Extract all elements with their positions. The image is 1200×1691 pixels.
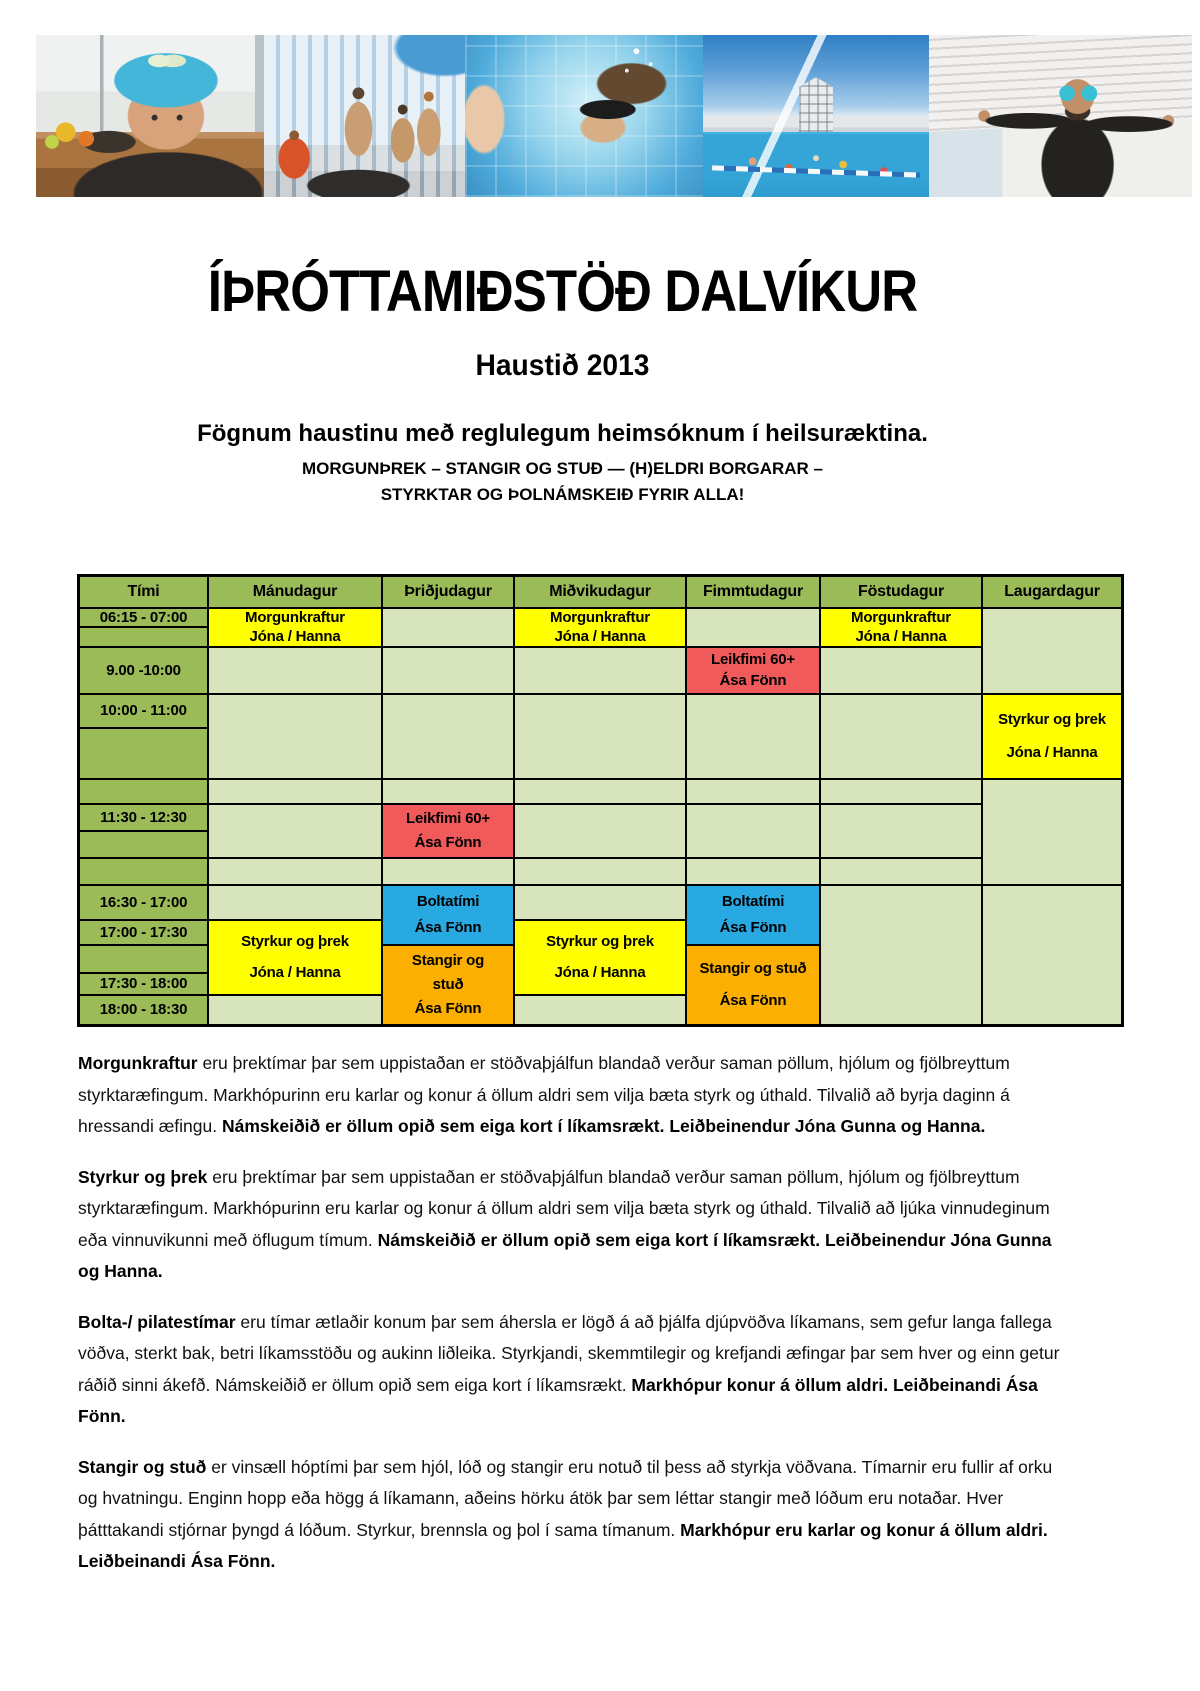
day-header-cell [80,577,207,607]
photo-gym-group [264,35,465,197]
time-cell [80,996,207,1024]
time-cell [80,805,207,830]
schedule-cell [821,859,981,884]
schedule-cell [209,996,381,1024]
bold-text: Námskeiðið er öllum opið sem eiga kort í líkamsrækt. Leiðbeinendur Jóna Gunna og Hanna. [78,1229,1052,1281]
schedule-cell [821,648,981,693]
schedule-cell [515,921,685,994]
cell-text: Leikfimi 60+ [711,651,795,668]
schedule-cell [687,648,819,693]
cell-text: Fimmtudagur [702,583,804,601]
schedule-cell [515,805,685,857]
schedule-cell [687,886,819,944]
day-header-cell [821,577,981,607]
cell-text: Styrkur og þrek [546,933,654,951]
cell-text: 17:30 - 18:00 [99,975,188,992]
cell-text: Laugardagur [1004,583,1100,601]
schedule-cell [687,695,819,778]
schedule-cell [687,859,819,884]
cell-text: Jóna / Hanna [554,963,646,981]
cell-text: Stangir og [411,952,485,969]
page-title: ÍÞRÓTTAMIÐSTÖÐ DALVÍKUR [207,259,918,324]
cell-text: 16:30 - 17:00 [99,893,188,911]
schedule-cell [983,695,1121,778]
bold-text: Markhópur konur á öllum aldri. Leiðbeinandi Ása Fönn. [78,1374,1038,1426]
bold-text: Bolta-/ pilatestímar [78,1311,236,1332]
cell-text: Mánudagur [252,583,338,601]
description-paragraph [78,1307,1063,1433]
schedule-cell [209,805,381,857]
cell-text: stuð [432,976,464,993]
cell-text: 17:00 - 17:30 [99,923,188,941]
time-cell [80,859,207,884]
bold-text: Markhópur eru karlar og konur á öllum aldri. Leiðbeinandi Ása Fönn. [78,1519,1048,1571]
cell-text: 11:30 - 12:30 [100,808,187,826]
description-paragraph [78,1048,1063,1143]
body-text: eru tímar ætlaðir konum þar sem áhersla er lögð á að þjálfa djúpvöðva líkamans, sem gefur langa fallega vöðva, sterkt bak, betri líkamsstöðu og aukinn liðleika. Styrkjandi, skemmtilegir og krefjandi æfingar þar sem hver og einn getur ráðið sinni ákefð. Námskeiðið er öllum opið sem eiga kort í líkamsrækt. [78,1311,1060,1395]
cell-text: Ása Fönn [414,833,482,851]
schedule-cell [821,695,981,778]
day-header-cell [383,577,513,607]
schedule-cell [209,859,381,884]
cell-text: Styrkur og þrek [241,933,349,951]
body-text: eru þrektímar þar sem uppistaðan er stöðvaþjálfun blandað verður saman pöllum, hjólum og fjölbreyttum styrktaræfingum. Markhópurinn eru karlar og konur á öllum aldri sem vilja bæta styrk og úthald. Tilvalið að byrja daginn á hressandi æfingu. [78,1053,1010,1136]
time-cell [80,628,207,646]
cell-text: 18:00 - 18:30 [99,1001,188,1018]
schedule-cell [983,886,1121,1024]
cell-text: Stangir og stuð [699,960,807,977]
bold-text: Styrkur og þrek [78,1166,208,1187]
photo-swim-cap-portrait [36,35,264,197]
cell-text: Ása Fönn [719,992,787,1009]
schedule-cell [821,805,981,857]
time-cell [80,609,207,626]
day-header-cell [687,577,819,607]
cell-text: Föstudagur [858,583,944,601]
schedule-cell [209,886,381,919]
schedule-cell [687,780,819,803]
schedule-cell [687,609,819,646]
bold-text: Stangir og stuð [78,1456,207,1477]
day-header-cell [515,577,685,607]
description-paragraph [78,1162,1063,1288]
schedule-cell [383,886,513,944]
schedule-cell [383,695,513,778]
schedule-cell [515,609,685,646]
cell-text: 10:00 - 11:00 [100,702,187,719]
time-cell [80,695,207,727]
cell-text: Leikfimi 60+ [406,810,490,828]
cell-text: Miðvikudagur [549,583,651,601]
cell-text: Jóna / Hanna [249,963,341,981]
time-cell [80,648,207,693]
cell-text: Þriðjudagur [404,583,492,601]
time-cell [80,974,207,994]
photo-underwater-swimmer [465,35,703,197]
schedule-cell [821,609,981,646]
subtag-line-2: STYRKTAR OG ÞOLNÁMSKEIÐ FYRIR ALLA! [380,485,745,504]
cell-text: Tími [127,583,160,601]
cell-text: Jóna / Hanna [855,627,947,645]
schedule-cell [383,859,513,884]
schedule-cell [383,805,513,857]
time-cell [80,886,207,919]
time-cell [80,946,207,972]
bold-text: Námskeiðið er öllum opið sem eiga kort í líkamsrækt. Leiðbeinendur Jóna Gunna og Hanna. [221,1116,986,1136]
time-cell [80,832,207,857]
schedule-cell [383,946,513,1024]
cell-text: 9.00 -10:00 [106,661,181,679]
schedule-cell [209,695,381,778]
schedule-cell [687,946,819,1024]
time-cell [80,780,207,803]
cell-text: Morgunkraftur [851,609,951,627]
tagline: Fögnum haustinu með reglulegum heimsóknum í heilsuræktina. [197,420,928,447]
subtag-line-1: MORGUNÞREK – STANGIR OG STUÐ — (H)ELDRI BORGARAR – [301,459,824,478]
body-text: eru þrektímar þar sem uppistaðan er stöðvaþjálfun blandað verður saman pöllum, hjólum og fjölbreyttum styrktaræfingum. Markhópurinn eru karlar og konur á öllum aldri sem vilja bæta styrk og úthald. Tilvalið að ljúka vinnudeginum eða vinnuvikunni með öflugum tímum. [78,1166,1050,1250]
schedule-cell [383,609,513,646]
schedule-cell [515,695,685,778]
cell-text: Boltatími [416,893,480,911]
cell-text: Ása Fönn [414,1000,482,1017]
schedule-table [77,574,1124,1027]
photo-goggles-man [929,35,1192,197]
photo-strip [36,35,1192,197]
schedule-cell [983,609,1121,693]
schedule-cell [515,780,685,803]
schedule-cell [515,996,685,1024]
schedule-cell [821,886,981,1024]
cell-text: Ása Fönn [719,672,787,689]
cell-text: Ása Fönn [719,918,787,936]
schedule-cell [209,648,381,693]
time-cell [80,729,207,778]
cell-text: Jóna / Hanna [249,627,341,645]
page-subtitle: Haustið 2013 [475,349,650,382]
bold-text: Morgunkraftur [78,1053,198,1073]
cell-text: Jóna / Hanna [554,627,646,645]
schedule-cell [383,780,513,803]
cell-text: Boltatími [721,893,785,911]
day-header-cell [983,577,1121,607]
cell-text: Morgunkraftur [550,609,650,627]
schedule-cell [821,780,981,803]
cell-text: 06:15 - 07:00 [99,608,188,626]
schedule-cell [209,780,381,803]
time-cell [80,921,207,944]
schedule-cell [515,859,685,884]
cell-text: Jóna / Hanna [1006,744,1098,762]
schedule-cell [515,648,685,693]
description-paragraphs [78,1048,1063,1578]
cell-text: Styrkur og þrek [998,710,1106,728]
schedule-cell [983,780,1121,884]
body-text: er vinsæll hóptími þar sem hjól, lóð og stangir eru notuð til þess að styrkja vöðvana. Tímarnir eru fullir af orku og hvatningu. Enginn hopp eða högg á líkamann, aðeins hörku átök þar sem léttar stangir með lóðum eru notaðar. Hver þátttakandi stjórnar þyngd á lóðum. Styrkur, brennsla og þol í sama tímanum. [78,1456,1053,1540]
day-header-cell [209,577,381,607]
schedule-cell [383,648,513,693]
schedule-cell [209,609,381,646]
headings-block [75,261,1050,508]
cell-text: Morgunkraftur [245,609,345,627]
schedule-cell [209,921,381,994]
photo-outdoor-pool [703,35,929,197]
schedule-cell [515,886,685,919]
description-paragraph [78,1452,1063,1578]
cell-text: Ása Fönn [414,918,482,936]
schedule-cell [687,805,819,857]
